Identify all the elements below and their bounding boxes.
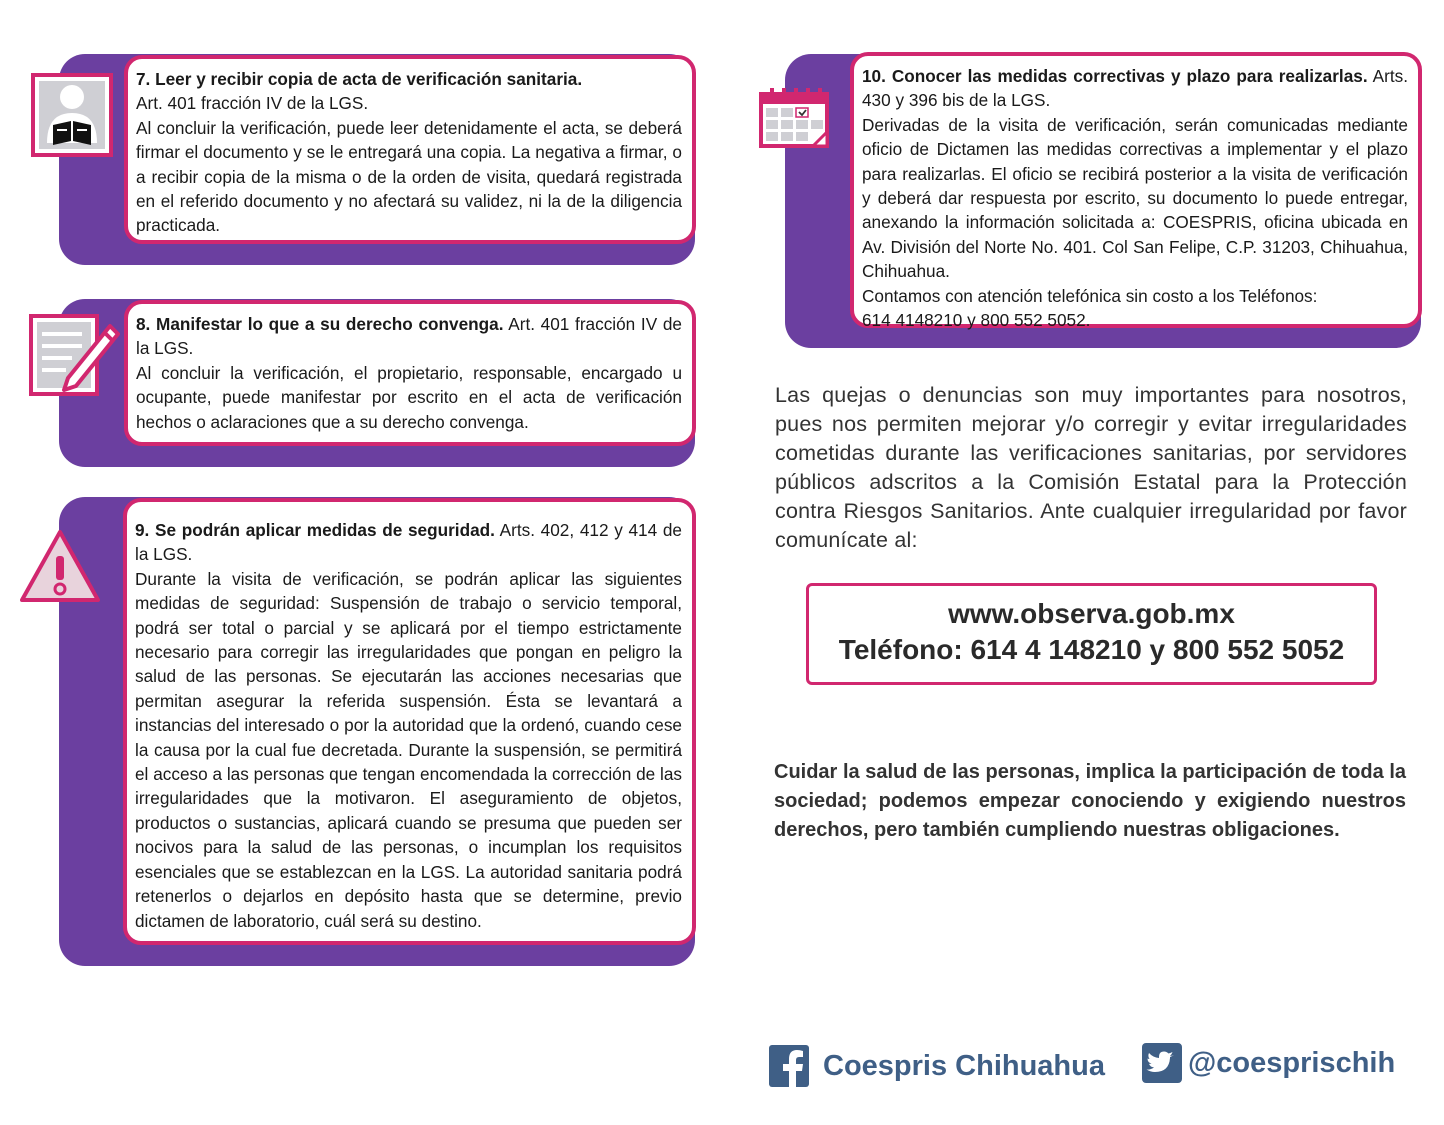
item-7-title: 7. Leer y recibir copia de acta de verificación sanitaria. xyxy=(136,69,583,89)
item-10-reference: Arts. 430 y 396 bis de la LGS. xyxy=(862,66,1409,111)
item-8-title: 8. Manifestar lo que a su derecho convenga. xyxy=(136,314,504,334)
twitter-link[interactable] xyxy=(1142,1043,1395,1083)
item-7-card xyxy=(124,55,696,244)
twitter-handle: @coesprischih xyxy=(1188,1046,1396,1079)
item-8-card xyxy=(124,300,696,446)
item-9-text: Durante la visita de verificación, se podrán aplicar las siguientes medidas de seguridad: Suspensión de trabajo o servicio temporal, podrá ser total o parcial y se aplicará por el tiempo estrictamente necesario para corregir las irregularidades que pongan en peligro la salud de las personas. Se ejecutarán las acciones necesarias que permitan asegurar la referida suspensión. Ésta se levantará a instancias del interesado o por la autoridad que la ordenó, cuando cese la causa por la cual fue decretada. Durante la suspensión, se permitirá el acceso a las personas que tengan encomendada la corrección de las irregularidades que la motivaron. El aseguramiento de objetos, productos o sustancias, aplicará cuando se presuma que pueden ser nocivos para la salud de las personas, o incumplan los requisitos esenciales que se establezcan en la LGS. La autoridad sanitaria podrá retenerlos o dejarlos en depósito hasta que se determine, previo dictamen de laboratorio, cuál será su destino. xyxy=(135,568,682,931)
closing-paragraph: Cuidar la salud de las personas, implica la participación de toda la sociedad; podemos empezar conociendo y exigiendo nuestros derechos, pero también cumpliendo nuestras obligaciones. xyxy=(774,761,1406,841)
item-7-reference: Art. 401 fracción IV de la LGS. xyxy=(136,93,369,114)
item-7-text: Al concluir la verificación, puede leer detenidamente el acta, se deberá firmar el documento y se le entregará una copia. La negativa a firmar, o a recibir copia de la misma o de la orden de visita, quedará registrada en el referido documento y no afectará su validez, ni la de la diligencia practicada. xyxy=(136,117,682,236)
twitter-icon xyxy=(1142,1043,1182,1083)
item-8-reference: Art. 401 fracción IV de la LGS. xyxy=(136,314,682,359)
website-link[interactable]: www.observa.gob.mx xyxy=(948,598,1235,629)
item-10-phone-numbers: 614 4148210 y 800 552 5052. xyxy=(862,310,1091,331)
item-10-text: Derivadas de la visita de verificación, serán comunicadas mediante oficio de Dictamen las medidas correctivas a implementar y el plazo para realizarlas. El oficio se recibirá posterior a la visita de verificación y deberá dar respuesta por escrito, su documento lo puede entregar, anexando la información solicitada a: COESPRIS, oficina ubicada en Av. División del Norte No. 401. Col San Felipe, C.P. 31203, Chihuahua, Chihuahua. xyxy=(862,114,1408,282)
calendar-icon xyxy=(758,86,832,155)
contact-phone: Teléfono: 614 4 148210 y 800 552 5052 xyxy=(838,634,1345,665)
item-9-card xyxy=(123,498,696,945)
item-10-title: 10. Conocer las medidas correctivas y plazo para realizarlas. xyxy=(862,66,1368,86)
item-10-phone-intro: Contamos con atención telefónica sin costo a los Teléfonos: xyxy=(862,285,1318,306)
item-9-reference: Arts. 402, 412 y 414 de la LGS. xyxy=(135,520,682,565)
complaints-paragraph: Las quejas o denuncias son muy importantes para nosotros, pues nos permiten mejorar y/o corregir y evitar irregularidades cometidas durante las verificaciones sanitarias, por servidores públicos adscritos a la Comisión Estatal para la Protección contra Riesgos Sanitarios. Ante cualquier irregularidad por favor comunícate al: xyxy=(775,383,1407,552)
warning-triangle-icon xyxy=(18,528,102,609)
item-9-title: 9. Se podrán aplicar medidas de seguridad. xyxy=(135,520,495,540)
facebook-icon xyxy=(769,1045,809,1087)
facebook-link[interactable] xyxy=(769,1045,1105,1087)
item-10-card xyxy=(850,52,1422,331)
reading-person-icon xyxy=(31,73,113,162)
contact-box xyxy=(806,583,1377,685)
item-8-text: Al concluir la verificación, el propietario, responsable, encargado u ocupante, puede manifestar por escrito en el acta de verificación hechos o aclaraciones que a su derecho convenga. xyxy=(136,362,682,432)
facebook-handle: Coespris Chihuahua xyxy=(823,1049,1105,1082)
document-pencil-icon xyxy=(28,312,122,403)
